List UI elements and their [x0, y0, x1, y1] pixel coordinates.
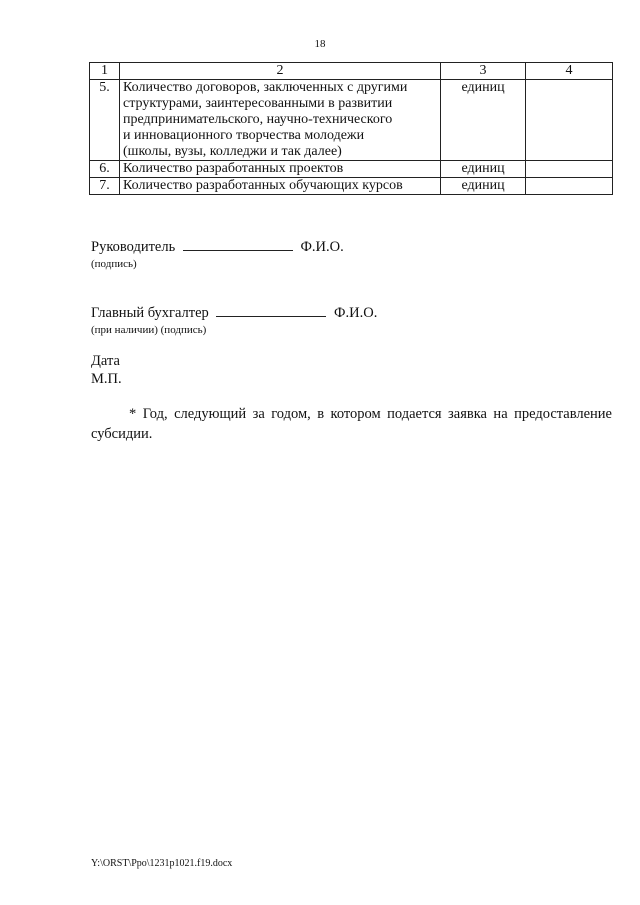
footnote-line: субсидии.: [91, 426, 153, 442]
head-signature-block: [91, 238, 344, 256]
value-cell: [526, 80, 613, 161]
row-number: 6.: [90, 161, 120, 178]
page-number: 18: [314, 38, 326, 50]
indicator-name: [120, 161, 441, 178]
table-header-cell: 2: [120, 63, 441, 80]
unit-cell: единиц: [441, 161, 526, 178]
indicators-table: [89, 62, 613, 195]
accountant-signature-line: [216, 304, 326, 317]
indicator-name-line: (школы, вузы, колледжи и так далее): [123, 144, 342, 159]
table-row: [90, 161, 613, 178]
date-label: Дата: [91, 353, 120, 369]
value-cell: [526, 178, 613, 195]
indicator-name-line: структурами, заинтересованными в развитии: [123, 96, 393, 111]
head-label: Руководитель: [91, 239, 176, 255]
row-number: 5.: [90, 80, 120, 161]
head-name: Ф.И.О.: [300, 239, 344, 255]
accountant-name: Ф.И.О.: [334, 305, 378, 321]
accountant-label: Главный бухгалтер: [91, 305, 209, 321]
accountant-signature-block: [91, 304, 377, 322]
file-path: Y:\ORST\Ppo\1231p1021.f19.docx: [91, 858, 233, 869]
unit-cell: единиц: [441, 80, 526, 161]
footnote-line: * Год, следующий за годом, в котором подается заявка на предоставление: [129, 406, 612, 422]
stamp-label: М.П.: [91, 371, 122, 387]
row-number: 7.: [90, 178, 120, 195]
table-header-cell: 4: [526, 63, 613, 80]
indicator-name: [120, 178, 441, 195]
table-header-row: [90, 63, 613, 80]
accountant-signature-caption: (при наличии) (подпись): [91, 324, 207, 336]
table-header-cell: 1: [90, 63, 120, 80]
indicator-name: [120, 80, 441, 161]
indicator-name-line: Количество разработанных обучающих курсов: [123, 178, 403, 193]
value-cell: [526, 161, 613, 178]
indicator-name-line: Количество разработанных проектов: [123, 161, 344, 176]
table-row: [90, 80, 613, 161]
head-signature-caption: (подпись): [91, 258, 137, 270]
head-signature-line: [183, 238, 293, 251]
indicator-name-line: Количество договоров, заключенных с другими: [123, 80, 408, 95]
indicator-name-line: предпринимательского, научно-технического: [123, 112, 393, 127]
indicator-name-line: и инновационного творчества молодежи: [123, 128, 365, 143]
unit-cell: единиц: [441, 178, 526, 195]
table-row: [90, 178, 613, 195]
table-header-cell: 3: [441, 63, 526, 80]
footnote: [91, 404, 612, 444]
